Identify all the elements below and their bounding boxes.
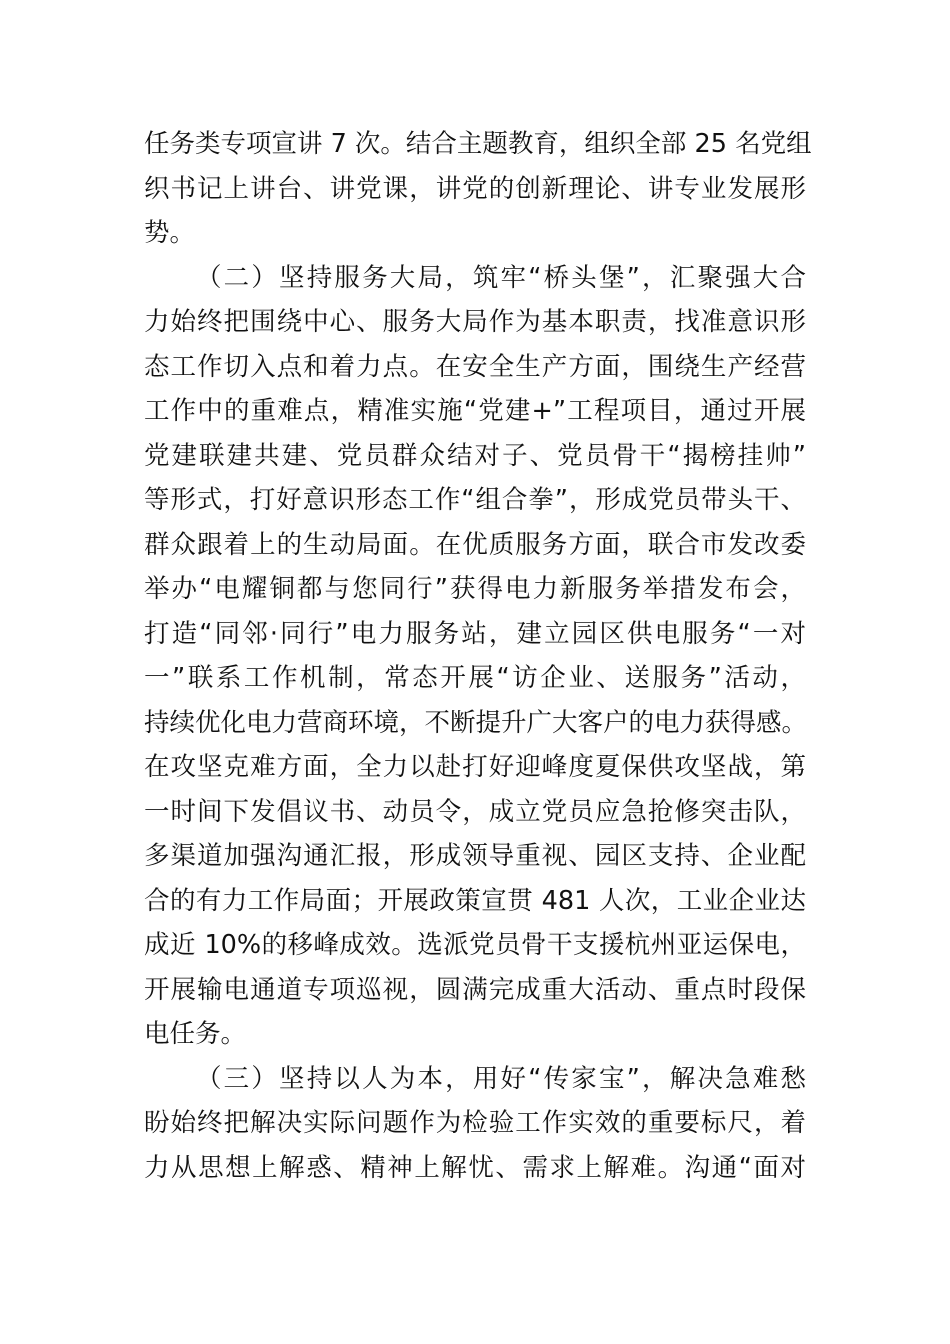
text-line: 多渠道加强沟通汇报，形成领导重视、园区支持、企业配	[144, 841, 806, 871]
text-line: 持续优化电力营商环境，不断提升广大客户的电力获得感。	[144, 707, 808, 738]
text-line: 势。	[144, 218, 196, 248]
text-line: 工作中的重难点，精准实施“党建+”工程项目，通过开展	[144, 396, 806, 426]
text-line: （三）坚持以人为本，用好“传家宝”，解决急难愁	[196, 1063, 806, 1094]
text-line: 成近 10%的移峰成效。选派党员骨干支援杭州亚运保电，	[144, 930, 806, 960]
text-line: 任务类专项宣讲 7 次。结合主题教育，组织全部 25 名党组	[144, 129, 812, 159]
text-line: 力始终把围绕中心、服务大局作为基本职责，找准意识形	[144, 307, 806, 337]
text-line: 在攻坚克难方面，全力以赴打好迎峰度夏保供攻坚战，第	[144, 752, 806, 782]
text-line: 开展输电通道专项巡视，圆满完成重大活动、重点时段保	[144, 974, 806, 1005]
document-body	[144, 122, 812, 1190]
text-line: 群众跟着上的生动局面。在优质服务方面，联合市发改委	[144, 529, 806, 560]
text-line: 力从思想上解惑、精神上解忧、需求上解难。沟通“面对	[144, 1152, 806, 1183]
paragraph	[144, 1057, 806, 1191]
text-line: 一时间下发倡议书、动员令，成立党员应急抢修突击队，	[144, 796, 806, 827]
text-line: 等形式，打好意识形态工作“组合拳”，形成党员带头干、	[144, 485, 806, 515]
paragraph	[144, 122, 812, 256]
text-line: 织书记上讲台、讲党课，讲党的创新理论、讲专业发展形	[144, 173, 806, 204]
text-line: 打造“同邻·同行”电力服务站，建立园区供电服务“一对	[144, 618, 806, 649]
text-line: 电任务。	[144, 1019, 247, 1049]
text-line: 合的有力工作局面；开展政策宣贯 481 人次，工业企业达	[144, 885, 806, 916]
text-line: 党建联建共建、党员群众结对子、党员骨干“揭榜挂帅”	[144, 440, 806, 471]
text-line: 一”联系工作机制，常态开展“访企业、送服务”活动，	[144, 663, 806, 693]
text-line: 举办“电耀铜都与您同行”获得电力新服务举措发布会，	[144, 574, 806, 604]
text-line: （二）坚持服务大局，筑牢“桥头堡”，汇聚强大合	[196, 262, 806, 293]
text-line: 盼始终把解决实际问题作为检验工作实效的重要标尺，着	[144, 1108, 806, 1138]
paragraph	[144, 256, 806, 1057]
text-line: 态工作切入点和着力点。在安全生产方面，围绕生产经营	[144, 351, 806, 382]
